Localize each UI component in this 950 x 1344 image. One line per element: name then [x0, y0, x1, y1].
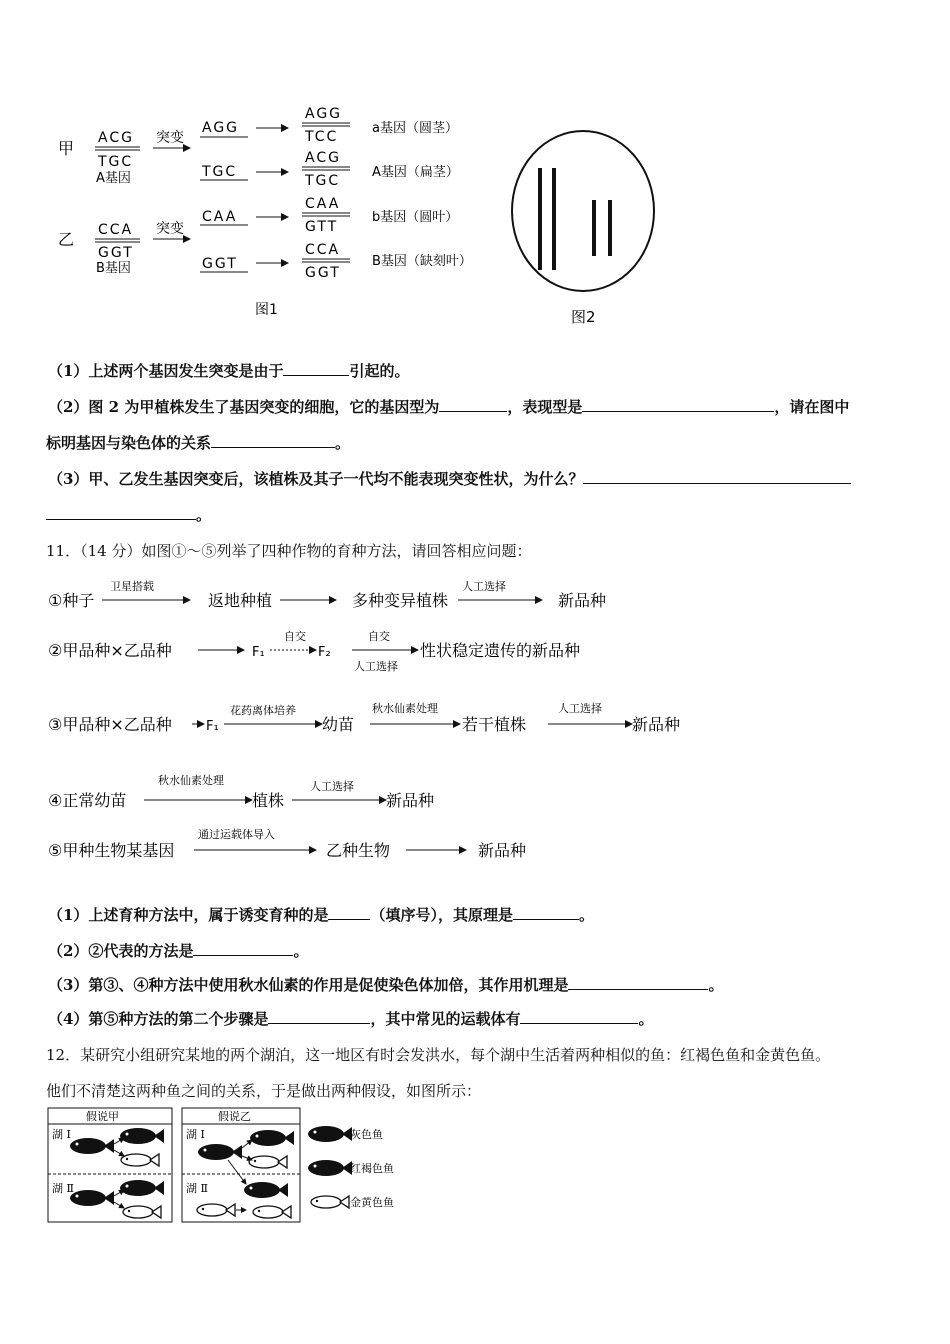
legend-gold-fish-icon	[311, 1196, 349, 1208]
q11-part1-text: （1）上述育种方法中，属于诱变育种的是	[48, 906, 329, 924]
legend-gray-fish-icon	[308, 1126, 352, 1142]
row-A-strand: TGC	[202, 164, 238, 180]
m4-end: 新品种	[386, 791, 435, 810]
m3-arrow3-label: 人工选择	[558, 702, 602, 715]
row-B-gene: B基因（缺刻叶）	[372, 254, 472, 269]
m2-arrow2-label: 自交	[284, 630, 306, 643]
m3-f1: F₁	[206, 719, 219, 734]
answer-blank[interactable]	[583, 469, 851, 484]
q10-part2-tail: ，请在图中	[774, 398, 850, 416]
m1-start: ①种子	[48, 591, 95, 610]
m2-end: 性状稳定遗传的新品种	[420, 641, 581, 660]
q10-part2-mid: ，表现型是	[507, 398, 583, 416]
row-A-top: ACG	[305, 150, 341, 166]
row-a-bottom: TCC	[305, 129, 339, 145]
m3-mid: 幼苗	[322, 715, 355, 734]
m4-start: ④正常幼苗	[48, 791, 127, 810]
answer-blank[interactable]	[46, 505, 196, 520]
row-a-strand: AGG	[202, 120, 240, 136]
q10-part3	[48, 468, 851, 489]
answer-blank[interactable]	[568, 975, 708, 990]
row-b-gene: b基因（圆叶）	[372, 210, 459, 225]
answer-blank[interactable]	[283, 361, 349, 376]
figure-2-caption: 图2	[571, 308, 596, 326]
label-jia: 甲	[58, 139, 75, 158]
m2-arrow3-sub-label: 人工选择	[354, 660, 398, 673]
label-yi: 乙	[58, 230, 75, 249]
q11-part3-tail: 。	[708, 976, 724, 994]
row-b-bottom: GTT	[305, 219, 339, 235]
m1-end: 新品种	[558, 591, 607, 610]
q11-stem: 11．（14 分）如图①～⑤列举了四种作物的育种方法，请回答相应问题：	[46, 542, 532, 560]
q10-part2-cont-text: 标明基因与染色体的关系	[46, 434, 212, 452]
q11-part4-text: （4）第⑤种方法的第二个步骤是	[48, 1010, 269, 1028]
m5-start: ⑤甲种生物某基因	[48, 841, 175, 860]
figure-2	[505, 128, 665, 333]
m1-arrow3-label: 人工选择	[462, 580, 506, 593]
row-a-gene: a基因（圆茎）	[372, 121, 458, 136]
row-b-top: CAA	[305, 196, 341, 212]
m1-mid: 返地种植	[208, 591, 273, 610]
jia-mutation-label: 突变	[156, 130, 184, 146]
yi-gene-label: B基因	[96, 261, 131, 276]
answer-blank[interactable]	[439, 397, 507, 412]
m4-arrow1-label: 秋水仙素处理	[158, 774, 224, 787]
m4-mid: 植株	[252, 791, 285, 810]
cell-outline	[512, 131, 654, 291]
m2-f2: F₂	[318, 645, 331, 660]
q10-part3-cont	[46, 504, 211, 525]
answer-blank[interactable]	[520, 1009, 638, 1024]
row-B-strand: GGT	[202, 256, 238, 272]
row-A-bottom: TGC	[305, 173, 341, 189]
hypothesis-1-box	[48, 1108, 172, 1222]
m1-mid2: 多种变异植株	[352, 591, 449, 610]
q10-part1-tail: 引起的。	[349, 362, 410, 380]
hyp1-lake2-label: 湖 Ⅱ	[52, 1182, 74, 1195]
answer-blank[interactable]	[513, 905, 579, 920]
m3-arrow2-label: 秋水仙素处理	[372, 702, 438, 715]
q11-part3-text: （3）第③、④种方法中使用秋水仙素的作用是促使染色体加倍，其作用机理是	[48, 976, 569, 994]
q11-part2-text: （2）②代表的方法是	[48, 942, 194, 960]
q11-part4	[48, 1008, 653, 1029]
hypothesis-diagram	[46, 1106, 426, 1226]
hyp1-lake1-label: 湖 Ⅰ	[52, 1128, 71, 1141]
answer-blank[interactable]	[328, 905, 370, 920]
yi-bottom-strand: GGT	[98, 245, 134, 261]
q11-part3	[48, 974, 723, 995]
hyp2-lake2-label: 湖 Ⅱ	[186, 1182, 208, 1195]
hypothesis-1-title: 假说甲	[86, 1110, 119, 1123]
row-B-bottom: GGT	[305, 265, 341, 281]
m2-start: ②甲品种×乙品种	[48, 641, 172, 660]
answer-blank[interactable]	[211, 433, 335, 448]
figure-1-caption: 图1	[255, 302, 278, 318]
m3-arrow1-label: 花药离体培养	[230, 704, 296, 717]
yi-mutation-label: 突变	[156, 221, 184, 237]
yi-top-strand: CCA	[98, 222, 134, 238]
jia-top-strand: ACG	[98, 130, 134, 146]
row-b-strand: CAA	[202, 209, 238, 225]
m3-mid2: 若干植株	[462, 715, 527, 734]
m3-start: ③甲品种×乙品种	[48, 715, 172, 734]
q10-part1	[48, 360, 409, 381]
figure-1	[40, 100, 510, 330]
q11-part1	[48, 904, 594, 925]
q11-part2-tail: 。	[293, 942, 309, 960]
q12-stem-line1: 12．某研究小组研究某地的两个湖泊，这一地区有时会发洪水，每个湖中生活着两种相似的鱼：红褐色鱼和金黄色鱼。	[46, 1046, 831, 1064]
m1-arrow1-label: 卫星搭载	[110, 580, 154, 593]
q10-part2-cont	[46, 432, 350, 453]
row-B-top: CCA	[305, 242, 341, 258]
q11-part4-tail: 。	[638, 1010, 654, 1028]
answer-blank[interactable]	[268, 1009, 370, 1024]
legend-gold: 金黄色鱼	[350, 1196, 394, 1209]
m4-arrow2-label: 人工选择	[310, 780, 354, 793]
m2-arrow3-label: 自交	[368, 630, 390, 643]
q10-part1-text: （1）上述两个基因发生突变是由于	[48, 362, 284, 380]
row-a-top: AGG	[305, 106, 343, 122]
breeding-methods-diagram	[40, 572, 680, 872]
row-A-gene: A基因（扁茎）	[372, 165, 459, 180]
hyp2-lake1-label: 湖 Ⅰ	[186, 1128, 205, 1141]
m5-mid: 乙种生物	[326, 841, 391, 860]
q12-stem-line2: 他们不清楚这两种鱼之间的关系，于是做出两种假设，如图所示：	[46, 1082, 482, 1100]
q10-part2	[48, 396, 849, 417]
m5-end: 新品种	[478, 841, 527, 860]
q11-part1-mid: （填序号），其原理是	[370, 906, 513, 924]
answer-blank[interactable]	[582, 397, 774, 412]
hypothesis-2-title: 假说乙	[218, 1110, 251, 1123]
m2-f1: F₁	[252, 645, 265, 660]
m3-end: 新品种	[632, 715, 680, 734]
legend-red: 红褐色鱼	[350, 1162, 394, 1175]
q10-part2-text: （2）图 2 为甲植株发生了基因突变的细胞，它的基因型为	[48, 398, 440, 416]
legend-red-fish-icon	[308, 1160, 352, 1176]
jia-bottom-strand: TGC	[98, 154, 134, 170]
legend-gray: 灰色鱼	[350, 1128, 383, 1141]
jia-gene-label: A基因	[96, 171, 131, 186]
answer-blank[interactable]	[193, 941, 293, 956]
q11-part1-tail: 。	[578, 906, 594, 924]
q10-part2-cont-tail: 。	[335, 434, 351, 452]
q11-part4-mid: ，其中常见的运载体有	[370, 1010, 521, 1028]
m5-arrow1-label: 通过运载体导入	[198, 828, 275, 841]
q10-part3-text: （3）甲、乙发生基因突变后，该植株及其子一代均不能表现突变性状，为什么？	[48, 470, 584, 488]
q10-part3-cont-tail: 。	[196, 506, 212, 524]
q11-part2	[48, 940, 308, 961]
